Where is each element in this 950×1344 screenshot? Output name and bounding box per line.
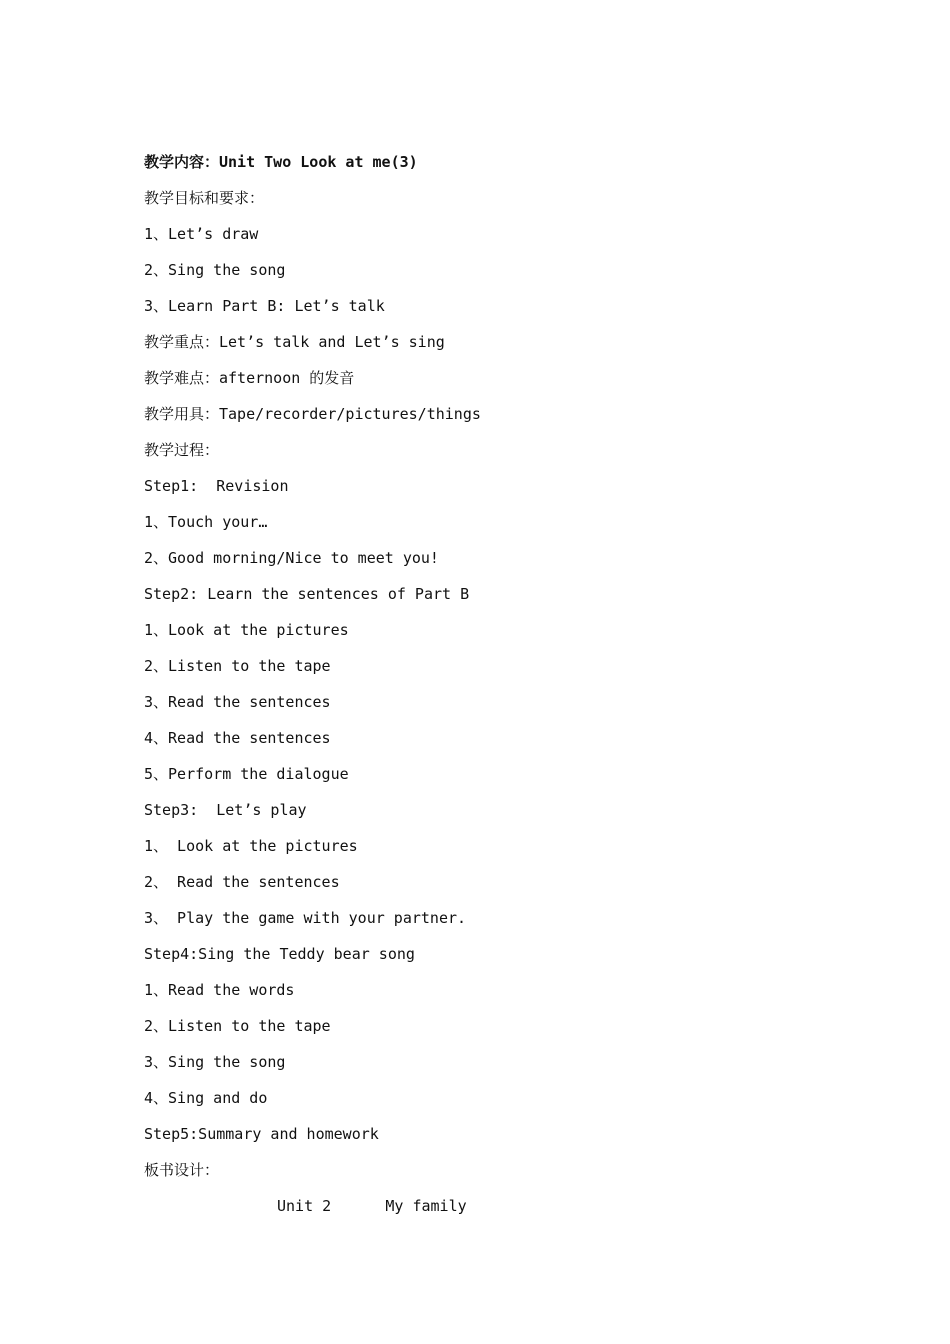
step3-item: 2、 Read the sentences (144, 873, 340, 891)
step4-heading: Step4:Sing the Teddy bear song (144, 945, 415, 963)
step2-item: 4、Read the sentences (144, 729, 331, 747)
step4-item: 1、Read the words (144, 981, 295, 999)
goal-item: 2、Sing the song (144, 261, 286, 279)
board-content: Unit 2 My family (277, 1197, 467, 1215)
difficult-point: 教学难点：afternoon 的发音 (144, 369, 355, 387)
key-point: 教学重点：Let’s talk and Let’s sing (144, 333, 445, 351)
step2-item: 5、Perform the dialogue (144, 765, 349, 783)
step2-heading: Step2: Learn the sentences of Part B (144, 585, 470, 603)
goal-item: 1、Let’s draw (144, 225, 259, 243)
process-heading: 教学过程： (144, 441, 220, 459)
step1-item: 2、Good morning/Nice to meet you! (144, 549, 439, 567)
teaching-tools: 教学用具：Tape/recorder/pictures/things (144, 405, 481, 423)
step1-item: 1、Touch your… (144, 513, 268, 531)
lesson-title: 教学内容：Unit Two Look at me(3) (144, 153, 418, 171)
step4-item: 3、Sing the song (144, 1053, 286, 1071)
step4-item: 4、Sing and do (144, 1089, 268, 1107)
step2-item: 3、Read the sentences (144, 693, 331, 711)
step3-heading: Step3: Let’s play (144, 801, 307, 819)
lesson-plan (144, 151, 844, 1231)
goal-item: 3、Learn Part B: Let’s talk (144, 297, 385, 315)
board-heading: 板书设计： (144, 1161, 220, 1179)
step4-item: 2、Listen to the tape (144, 1017, 331, 1035)
step1-heading: Step1: Revision (144, 477, 289, 495)
step2-item: 2、Listen to the tape (144, 657, 331, 675)
goals-heading: 教学目标和要求： (144, 189, 265, 207)
step3-item: 1、 Look at the pictures (144, 837, 358, 855)
step2-item: 1、Look at the pictures (144, 621, 349, 639)
step5-heading: Step5:Summary and homework (144, 1125, 379, 1143)
step3-item: 3、 Play the game with your partner. (144, 909, 467, 927)
